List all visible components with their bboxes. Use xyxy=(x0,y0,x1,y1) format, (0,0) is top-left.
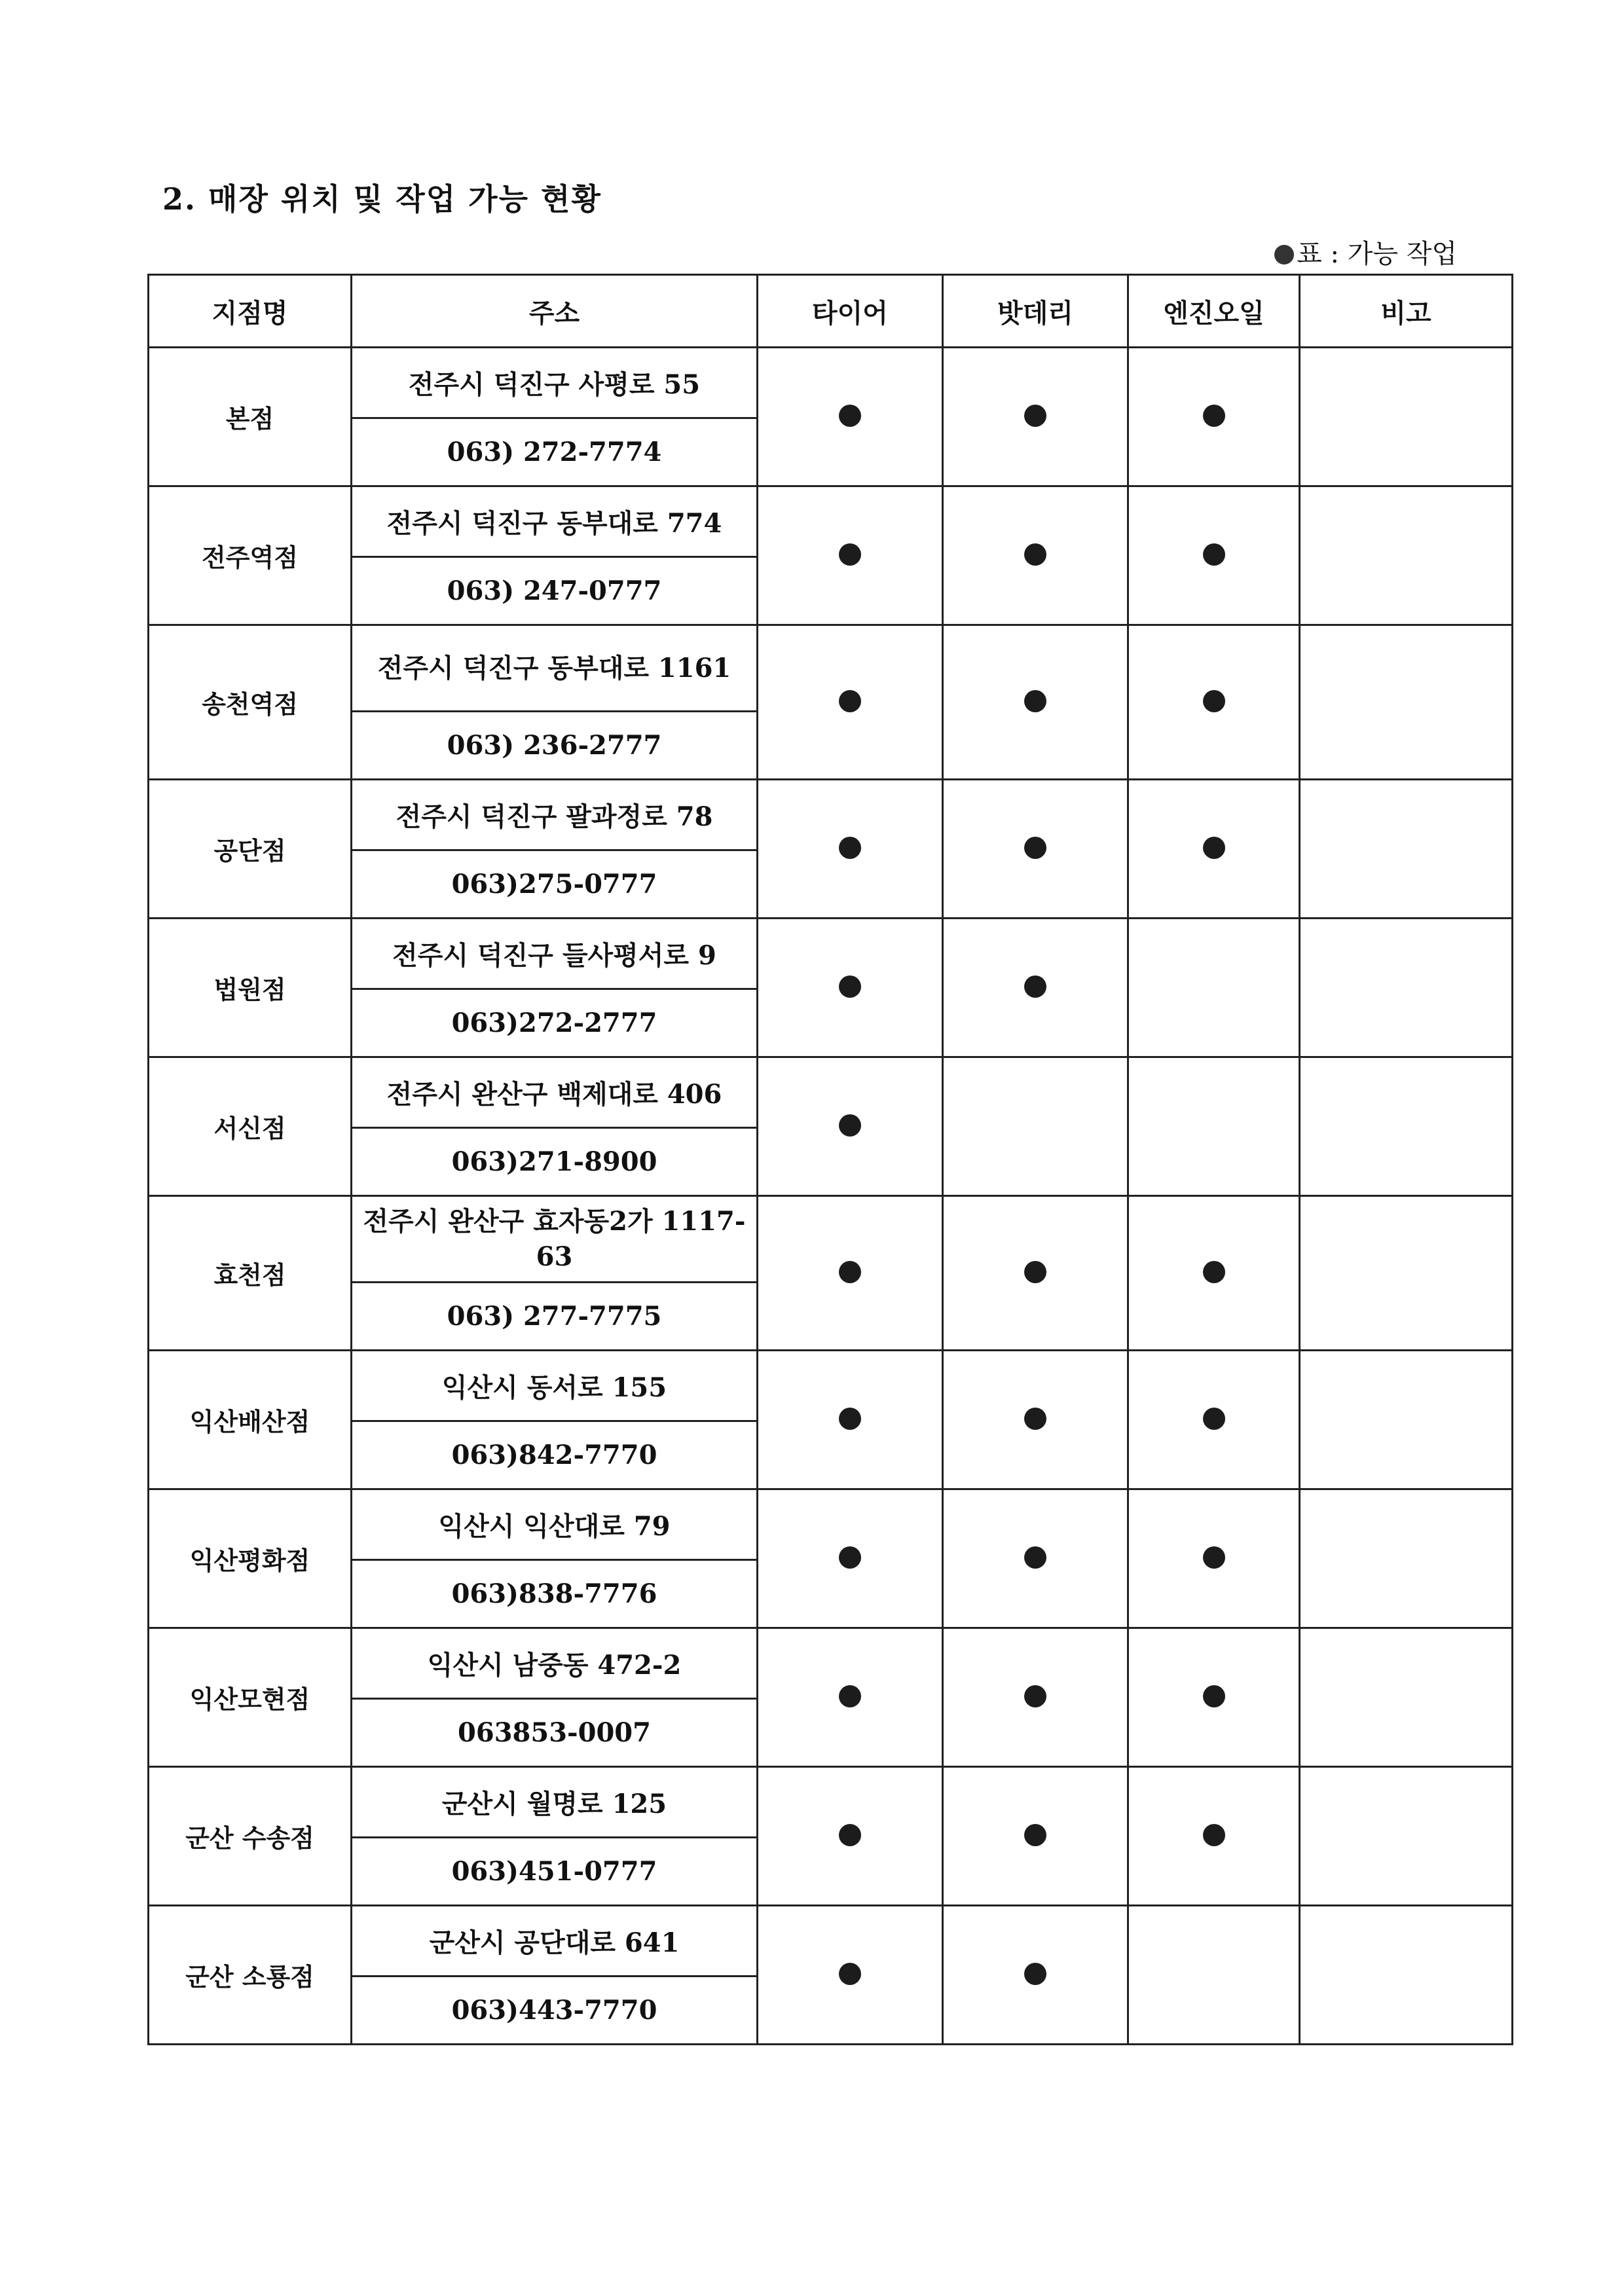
store-name: 익산배산점 xyxy=(149,1351,352,1489)
store-phone: 063)271-8900 xyxy=(352,1128,758,1196)
available-dot-icon xyxy=(1203,1261,1225,1283)
cell-engine-oil xyxy=(1128,1628,1300,1767)
cell-tire xyxy=(758,1351,943,1489)
store-phone: 063) 247-0777 xyxy=(352,557,758,625)
cell-note xyxy=(1300,1196,1513,1351)
store-address: 전주시 완산구 효자동2가 1117-63 xyxy=(352,1196,758,1283)
cell-battery xyxy=(943,1628,1128,1767)
store-phone: 063)275-0777 xyxy=(352,850,758,919)
table-row xyxy=(149,625,1513,712)
table-row xyxy=(149,780,1513,850)
available-dot-icon xyxy=(1203,1546,1225,1569)
store-address: 익산시 익산대로 79 xyxy=(352,1489,758,1560)
store-phone: 063)272-2777 xyxy=(352,989,758,1057)
available-dot-icon xyxy=(839,1963,861,1985)
header-battery: 밧데리 xyxy=(943,275,1128,348)
store-table xyxy=(147,274,1513,2045)
cell-battery xyxy=(943,625,1128,780)
legend-label: 표 : 가능 작업 xyxy=(1297,239,1457,269)
cell-tire xyxy=(758,1196,943,1351)
cell-battery xyxy=(943,1196,1128,1351)
store-phone: 063)842-7770 xyxy=(352,1421,758,1489)
cell-battery xyxy=(943,1906,1128,2045)
cell-battery xyxy=(943,1057,1128,1196)
cell-engine-oil xyxy=(1128,1057,1300,1196)
store-name: 법원점 xyxy=(149,919,352,1057)
available-dot-icon xyxy=(1024,1685,1046,1707)
available-dot-icon xyxy=(1203,1824,1225,1846)
available-dot-icon xyxy=(1203,405,1225,427)
store-phone: 063)451-0777 xyxy=(352,1838,758,1906)
table-row xyxy=(149,1196,1513,1283)
cell-note xyxy=(1300,486,1513,625)
store-address: 전주시 덕진구 사평로 55 xyxy=(352,348,758,418)
store-address: 익산시 동서로 155 xyxy=(352,1351,758,1421)
table-row xyxy=(149,919,1513,989)
cell-tire xyxy=(758,1767,943,1906)
cell-tire xyxy=(758,1489,943,1628)
available-dot-icon xyxy=(1024,1261,1046,1283)
available-dot-icon xyxy=(839,1824,861,1846)
store-phone: 063)838-7776 xyxy=(352,1560,758,1628)
store-address: 군산시 월명로 125 xyxy=(352,1767,758,1838)
available-dot-icon xyxy=(1024,405,1046,427)
store-phone: 063)443-7770 xyxy=(352,1977,758,2045)
store-phone: 063) 277-7775 xyxy=(352,1283,758,1351)
store-address: 전주시 덕진구 동부대로 1161 xyxy=(352,625,758,712)
store-name: 효천점 xyxy=(149,1196,352,1351)
available-dot-icon xyxy=(839,405,861,427)
available-dot-icon xyxy=(1024,690,1046,712)
header-tire: 타이어 xyxy=(758,275,943,348)
table-row xyxy=(149,486,1513,557)
available-dot-icon xyxy=(839,975,861,998)
cell-note xyxy=(1300,348,1513,486)
available-dot-icon xyxy=(839,543,861,566)
cell-tire xyxy=(758,919,943,1057)
legend-dot-icon xyxy=(1274,245,1294,264)
available-dot-icon xyxy=(1024,543,1046,566)
cell-tire xyxy=(758,1057,943,1196)
available-dot-icon xyxy=(839,1685,861,1707)
available-dot-icon xyxy=(1024,975,1046,998)
store-address: 익산시 남중동 472-2 xyxy=(352,1628,758,1699)
store-name: 익산평화점 xyxy=(149,1489,352,1628)
available-dot-icon xyxy=(1203,1408,1225,1430)
store-address: 전주시 덕진구 팔과정로 78 xyxy=(352,780,758,850)
cell-note xyxy=(1300,625,1513,780)
cell-note xyxy=(1300,1906,1513,2045)
cell-note xyxy=(1300,780,1513,919)
store-phone: 063853-0007 xyxy=(352,1699,758,1767)
store-name: 서신점 xyxy=(149,1057,352,1196)
cell-battery xyxy=(943,1767,1128,1906)
table-row xyxy=(149,1351,1513,1421)
table-row xyxy=(149,1057,1513,1128)
cell-battery xyxy=(943,780,1128,919)
store-phone: 063) 272-7774 xyxy=(352,418,758,486)
cell-engine-oil xyxy=(1128,625,1300,780)
store-name: 공단점 xyxy=(149,780,352,919)
available-dot-icon xyxy=(1024,1963,1046,1985)
table-row xyxy=(149,1767,1513,1838)
cell-engine-oil xyxy=(1128,1351,1300,1489)
cell-battery xyxy=(943,919,1128,1057)
available-dot-icon xyxy=(839,837,861,859)
cell-engine-oil xyxy=(1128,1196,1300,1351)
cell-engine-oil xyxy=(1128,919,1300,1057)
available-dot-icon xyxy=(1203,690,1225,712)
cell-note xyxy=(1300,1351,1513,1489)
cell-note xyxy=(1300,919,1513,1057)
page-title: 2. 매장 위치 및 작업 가능 현황 xyxy=(162,181,602,217)
store-name: 군산 소룡점 xyxy=(149,1906,352,2045)
cell-engine-oil xyxy=(1128,486,1300,625)
available-dot-icon xyxy=(839,1261,861,1283)
cell-battery xyxy=(943,348,1128,486)
header-note: 비고 xyxy=(1300,275,1513,348)
store-address: 전주시 완산구 백제대로 406 xyxy=(352,1057,758,1128)
cell-engine-oil xyxy=(1128,780,1300,919)
available-dot-icon xyxy=(1024,1408,1046,1430)
cell-tire xyxy=(758,1906,943,2045)
store-address: 군산시 공단대로 641 xyxy=(352,1906,758,1977)
available-dot-icon xyxy=(1024,837,1046,859)
store-address: 전주시 덕진구 동부대로 774 xyxy=(352,486,758,557)
available-dot-icon xyxy=(839,1546,861,1569)
cell-tire xyxy=(758,625,943,780)
available-dot-icon xyxy=(1203,1685,1225,1707)
available-dot-icon xyxy=(1024,1546,1046,1569)
cell-tire xyxy=(758,348,943,486)
table-row xyxy=(149,1628,1513,1699)
store-name: 익산모현점 xyxy=(149,1628,352,1767)
cell-engine-oil xyxy=(1128,1906,1300,2045)
store-rows xyxy=(149,348,1513,2045)
store-address: 전주시 덕진구 들사평서로 9 xyxy=(352,919,758,989)
table-row xyxy=(149,1489,1513,1560)
table-row xyxy=(149,1906,1513,1977)
header-engine-oil: 엔진오일 xyxy=(1128,275,1300,348)
available-dot-icon xyxy=(839,1408,861,1430)
cell-engine-oil xyxy=(1128,1489,1300,1628)
header-store-name: 지점명 xyxy=(149,275,352,348)
cell-note xyxy=(1300,1489,1513,1628)
available-dot-icon xyxy=(1203,837,1225,859)
cell-engine-oil xyxy=(1128,1767,1300,1906)
store-name: 군산 수송점 xyxy=(149,1767,352,1906)
store-name: 본점 xyxy=(149,348,352,486)
cell-tire xyxy=(758,1628,943,1767)
store-name: 전주역점 xyxy=(149,486,352,625)
store-phone: 063) 236-2777 xyxy=(352,712,758,780)
cell-battery xyxy=(943,1351,1128,1489)
available-dot-icon xyxy=(1203,543,1225,566)
available-dot-icon xyxy=(1024,1824,1046,1846)
table-header-row xyxy=(149,275,1513,348)
cell-note xyxy=(1300,1628,1513,1767)
cell-note xyxy=(1300,1767,1513,1906)
legend xyxy=(1247,233,1457,270)
header-address: 주소 xyxy=(352,275,758,348)
store-name: 송천역점 xyxy=(149,625,352,780)
available-dot-icon xyxy=(839,1114,861,1137)
cell-engine-oil xyxy=(1128,348,1300,486)
cell-tire xyxy=(758,486,943,625)
cell-battery xyxy=(943,1489,1128,1628)
cell-battery xyxy=(943,486,1128,625)
cell-tire xyxy=(758,780,943,919)
available-dot-icon xyxy=(839,690,861,712)
table-row xyxy=(149,348,1513,418)
cell-note xyxy=(1300,1057,1513,1196)
